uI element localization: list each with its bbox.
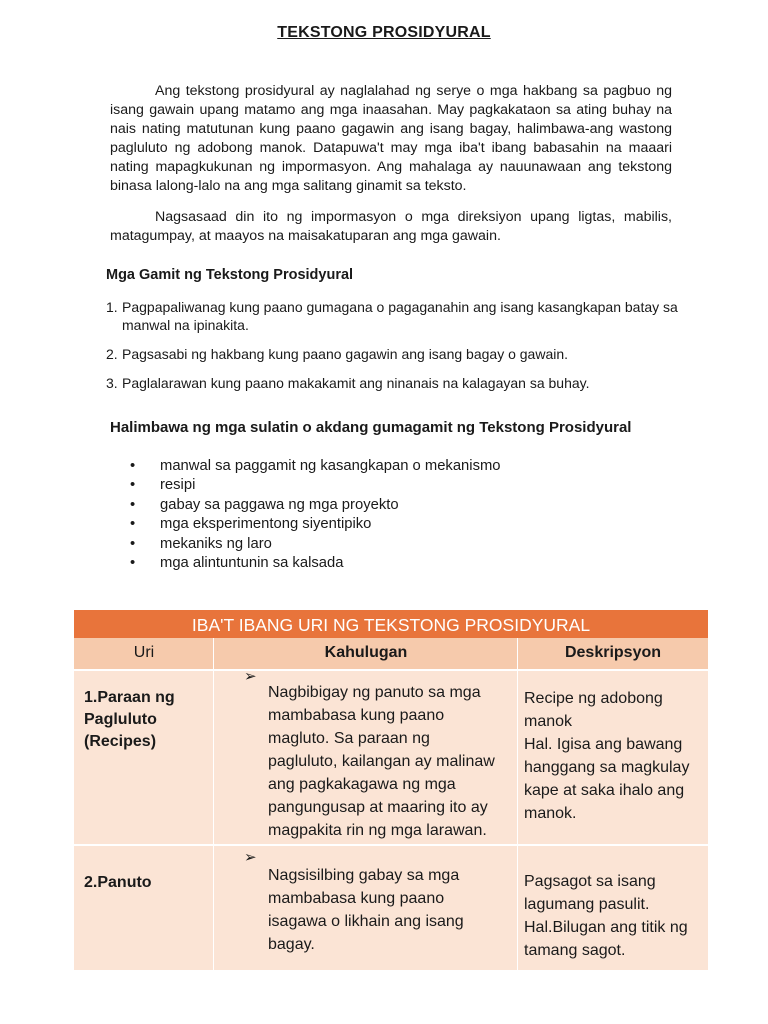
arrow-bullet-icon: ➢	[244, 668, 257, 685]
bullet-icon: •	[130, 458, 136, 474]
list-item-number: 3.	[106, 375, 118, 391]
deskripsyon-line: Pagsagot sa isang	[524, 873, 656, 890]
table-header-row	[74, 638, 708, 670]
deskripsyon-line: lagumang pasulit.	[524, 896, 650, 913]
kahulugan-line: isagawa o likhain ang isang	[268, 913, 464, 930]
intro-paragraph: Ang tekstong prosidyural ay naglalahad ng serye o mga hakbang sa pagbuo ng isang gawain upang matamo ang mga inaasahan. May pagkakataon sa ating buhay na nais nating matutunan kung paano gagawin ang isang bagay, halimbawa-ang wastong pagluluto ng adobong manok. Datapuwa't may mga iba't ibang babasahin na maaari nating mapagkukunan ng impormasyon. Ang mahalaga ay nauunawaan ang tekstong binasa lalong-lalo na ang mga salitang ginamit sa teksto.	[110, 83, 672, 194]
list-item-text: Pagsasabi ng hakbang kung paano gagawin ang isang bagay o gawain.	[122, 346, 569, 362]
gamit-list	[106, 298, 686, 403]
list-item	[130, 496, 501, 515]
kahulugan-line: magluto. Sa paraan ng	[268, 730, 430, 747]
table-row-2-deskripsyon	[524, 870, 706, 962]
kahulugan-line: mambabasa kung paano	[268, 890, 445, 907]
halimbawa-heading: Halimbawa ng mga sulatin o akdang gumagamit ng Tekstong Prosidyural	[110, 419, 632, 436]
table-row-1-kahulugan	[268, 681, 514, 842]
list-item-text: mekaniks ng laro	[160, 535, 272, 552]
list-item-text: manwal sa paggamit ng kasangkapan o mekanismo	[160, 458, 501, 474]
uri-line: 1.Paraan ng	[84, 689, 175, 706]
deskripsyon-line: manok.	[524, 805, 577, 822]
document-title: TEKSTONG PROSIDYURAL	[277, 24, 491, 41]
table-row-2-uri	[84, 872, 212, 894]
list-item	[130, 476, 501, 495]
table-banner: IBA'T IBANG URI NG TEKSTONG PROSIDYURAL	[74, 610, 708, 638]
deskripsyon-line: tamang sagot.	[524, 942, 626, 959]
list-item-number: 2.	[106, 346, 118, 362]
bullet-icon: •	[130, 516, 136, 533]
header-deskripsyon: Deskripsyon	[564, 644, 662, 661]
column-divider	[517, 638, 518, 970]
list-item	[106, 374, 686, 392]
halimbawa-list	[130, 457, 501, 573]
deskripsyon-line: Hal.Bilugan ang titik ng	[524, 919, 688, 936]
arrow-bullet-icon: ➢	[244, 849, 257, 866]
list-item	[106, 298, 686, 334]
deskripsyon-line: Recipe ng adobong	[524, 690, 663, 707]
table-row-1-deskripsyon	[524, 687, 706, 825]
list-item-text: resipi	[160, 477, 196, 494]
table-row-1-uri	[84, 687, 212, 753]
list-item-text: gabay sa paggawa ng mga proyekto	[160, 496, 399, 513]
uri-line: (Recipes)	[84, 733, 157, 750]
list-item-text: Pagpapaliwanag kung paano gumagana o pagaganahin ang isang kasangkapan batay sa manwal na ipinakita.	[122, 299, 678, 333]
uri-line: Pagluluto	[84, 711, 157, 728]
header-kahulugan: Kahulugan	[324, 644, 408, 661]
list-item	[130, 515, 501, 534]
kahulugan-line: bagay.	[268, 936, 315, 953]
list-item-text: mga eksperimentong siyentipiko	[160, 516, 372, 533]
list-item	[130, 457, 501, 476]
deskripsyon-line: hanggang sa magkulay	[524, 759, 690, 776]
list-item-text: Paglalarawan kung paano makakamit ang ninanais na kalagayan sa buhay.	[122, 375, 590, 391]
kahulugan-line: ang pagkakagawa ng mga	[268, 776, 456, 793]
uri-table	[74, 610, 708, 970]
list-item	[130, 554, 501, 573]
bullet-icon: •	[130, 555, 136, 572]
bullet-icon: •	[130, 496, 136, 513]
kahulugan-line: magpakita rin ng mga larawan.	[268, 822, 487, 839]
second-paragraph: Nagsasaad din ito ng impormasyon o mga direksiyon upang ligtas, mabilis, matagumpay, at maayos na maisakatuparan ang mga gawain.	[110, 209, 672, 244]
list-item-text: mga alintuntunin sa kalsada	[160, 555, 344, 572]
list-item	[130, 535, 501, 554]
gamit-heading: Mga Gamit ng Tekstong Prosidyural	[106, 267, 354, 283]
kahulugan-line: pagluluto, kailangan ay malinaw	[268, 753, 495, 770]
kahulugan-line: Nagsisilbing gabay sa mga	[268, 867, 460, 884]
bullet-icon: •	[130, 535, 136, 552]
deskripsyon-line: manok	[524, 713, 573, 730]
list-item	[106, 345, 686, 363]
header-uri: Uri	[133, 644, 155, 661]
deskripsyon-line: Hal. Igisa ang bawang	[524, 736, 683, 753]
table-row-2-kahulugan	[268, 864, 514, 956]
kahulugan-line: Nagbibigay ng panuto sa mga	[268, 684, 481, 701]
uri-line: 2.Panuto	[84, 874, 152, 891]
column-divider	[213, 638, 214, 970]
kahulugan-line: mambabasa kung paano	[268, 707, 445, 724]
row-divider	[74, 669, 708, 671]
kahulugan-line: pangungusap at maaring ito ay	[268, 799, 488, 816]
list-item-number: 1.	[106, 299, 118, 315]
bullet-icon: •	[130, 477, 136, 494]
deskripsyon-line: kape at saka ihalo ang	[524, 782, 685, 799]
row-divider	[74, 844, 708, 846]
